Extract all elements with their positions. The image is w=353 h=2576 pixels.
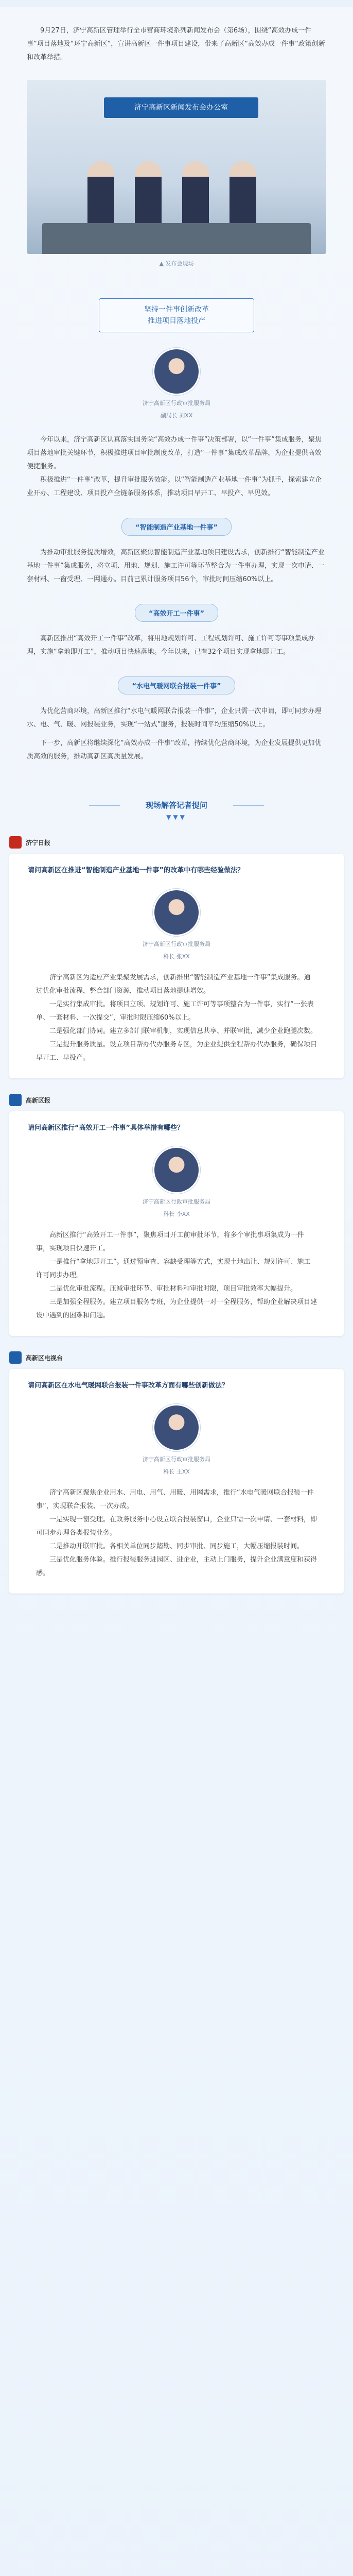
speaker-role: 济宁高新区行政审批服务局 <box>143 1456 210 1463</box>
qa-answer: 二是推动并联审批。各相关单位同步踏勘、同步审批、同步施工，大幅压缩报装时间。 <box>49 1543 304 1550</box>
qa-answer: 三是提升服务质量。设立项目帮办代办服务专区，为企业提供全程帮办代办服务，确保项目早开工、早投产。 <box>36 1041 317 1062</box>
photo-banner: 济宁高新区新闻发布会办公室 <box>104 97 258 118</box>
qa-source-name: 济宁日报 <box>26 839 51 846</box>
qa-answer: 三是加强全程服务。建立项目服务专班，为企业提供一对一全程服务，帮助企业解决项目建设中遇到的困难和问题。 <box>36 1298 317 1319</box>
subheading-pill: “智能制造产业基地一件事” <box>121 518 232 536</box>
speaker-name: 科长 王XX <box>163 1468 190 1475</box>
intro-paragraph: 9月27日，济宁高新区管理举行全市营商环境系列新闻发布会（第6场），围绕“高效办成一件事”项目落地及“环宁高新区”，宣讲高新区一件事项目建设，带来了高新区“高效办成一件事”政策创新和改革举措。 <box>27 27 325 61</box>
speaker-name: 科长 张XX <box>163 953 190 960</box>
media-logo-icon <box>9 1094 22 1106</box>
qa-answer: 高新区推行“高效开工一件事”，聚焦项目开工前审批环节，将多个审批事项集成为一件事，实现项目快速开工。 <box>36 1231 304 1252</box>
qa-source-name: 高新区电视台 <box>26 1354 63 1362</box>
qa-source <box>9 836 344 849</box>
speaker-avatar <box>153 348 200 395</box>
qa-source <box>9 1094 344 1106</box>
section1-paragraph: 积极推进“一件事”改革，提升审批服务效能。以“智能制造产业基地一件事”为抓手，探索建立企业开办、工程建设、项目投产全链条服务体系，推动项目早开工、早投产、早见效。 <box>27 476 322 497</box>
press-conference-photo <box>27 80 326 254</box>
qa-source <box>9 1351 344 1364</box>
speaker-name: 科长 李XX <box>163 1211 190 1217</box>
section1-paragraph: 为推动审批服务提质增效，高新区聚焦智能制造产业基地项目建设需求，创新推行“智能制造产业基地一件事”集成服务，将立项、用地、规划、施工许可等环节整合为一件事办理，实现一次申请、一套材料、一窗受理、一网通办。目前已累计服务项目56个，审批时间压缩60%以上。 <box>27 549 325 583</box>
photo-table <box>42 223 311 254</box>
subheading-pill: “高效开工一件事” <box>135 604 218 622</box>
qa-question: 请问高新区在水电气暖网联合报装一件事改革方面有哪些创新做法？ <box>28 1382 229 1389</box>
qa-answer: 一是实现一窗受理。在政务服务中心设立联合报装窗口，企业只需一次申请、一套材料，即可同步办理各类报装业务。 <box>36 1516 317 1537</box>
speaker-avatar <box>153 889 200 936</box>
speaker-avatar <box>153 1404 200 1451</box>
qa-card <box>9 854 344 1078</box>
section1-paragraph: 今年以来，济宁高新区认真落实国务院“高效办成一件事”决策部署，以“一件事”集成服务，聚焦项目落地审批关键环节，积极推进项目审批制度改革，打造“一件事”集成改革品牌，为企业提供高效便捷服务。 <box>27 436 322 470</box>
section1-paragraph: 为优化营商环境，高新区推行“水电气暖网联合报装一件事”，企业只需一次申请，即可同步办理水、电、气、暖、网报装业务，实现“一站式”服务，报装时间平均压缩50%以上。 <box>27 707 322 728</box>
article-page <box>0 7 353 2576</box>
speaker-avatar <box>153 1146 200 1194</box>
qa-card <box>9 1111 344 1336</box>
speaker-name: 副局长 刘XX <box>160 412 193 419</box>
qa-question: 请问高新区在推进“智能制造产业基地一件事”的改革中有哪些经验做法？ <box>28 867 244 874</box>
qa-answer: 一是实行集成审批。将项目立项、规划许可、施工许可等事项整合为一件事，实行“一张表单、一套材料、一次提交”，审批时限压缩60%以上。 <box>36 1001 314 1022</box>
qa-card <box>9 1369 344 1594</box>
section1-paragraph: 高新区推出“高效开工一件事”改革，将用地规划许可、工程规划许可、施工许可等事项集成办理，实施“拿地即开工”，推动项目快速落地。今年以来，已有32个项目实现拿地即开工。 <box>27 635 315 656</box>
qa-answer: 济宁高新区为适应产业集聚发展需求，创新推出“智能制造产业基地一件事”集成服务。通过优化审批流程，整合部门资源，推动项目落地提速增效。 <box>36 974 311 995</box>
section1-ribbon: 坚持一件事创新改革 推进项目落地投产 <box>99 298 254 332</box>
qa-answer: 二是优化审批流程。压减审批环节、审批材料和审批时限，项目审批效率大幅提升。 <box>49 1285 297 1293</box>
qa-section-title: 现场解答记者提问 <box>84 800 269 810</box>
photo-caption: ▲ 发布会现场 <box>159 260 194 267</box>
qa-source-name: 高新区报 <box>26 1096 51 1104</box>
qa-question: 请问高新区推行“高效开工一件事”具体举措有哪些？ <box>28 1124 184 1132</box>
speaker-role: 济宁高新区行政审批服务局 <box>143 1198 210 1205</box>
section1-paragraph: 下一步，高新区将继续深化“高效办成一件事”改革，持续优化营商环境，为企业发展提供更加优质高效的服务，推动高新区高质量发展。 <box>27 739 322 760</box>
speaker-role: 济宁高新区行政审批服务局 <box>143 400 210 406</box>
subheading-pill: “水电气暖网联合报装一件事” <box>118 676 235 694</box>
qa-answer: 济宁高新区聚焦企业用水、用电、用气、用暖、用网需求，推行“水电气暖网联合报装一件事”，实现联合报装、一次办成。 <box>36 1489 314 1510</box>
qa-answer: 二是强化部门协同。建立多部门联审机制，实现信息共享、并联审批，减少企业跑腿次数。 <box>49 1027 317 1035</box>
media-logo-icon <box>9 836 22 849</box>
qa-answer: 三是优化服务体验。推行报装服务进园区、进企业，主动上门服务，提升企业满意度和获得感。 <box>36 1556 317 1577</box>
speaker-role: 济宁高新区行政审批服务局 <box>143 941 210 947</box>
qa-answer: 一是推行“拿地即开工”。通过预审查、容缺受理等方式，实现土地出让、规划许可、施工许可同步办理。 <box>36 1258 311 1279</box>
media-logo-icon <box>9 1351 22 1364</box>
chevron-down-icon: ▼▼▼ <box>166 814 187 821</box>
